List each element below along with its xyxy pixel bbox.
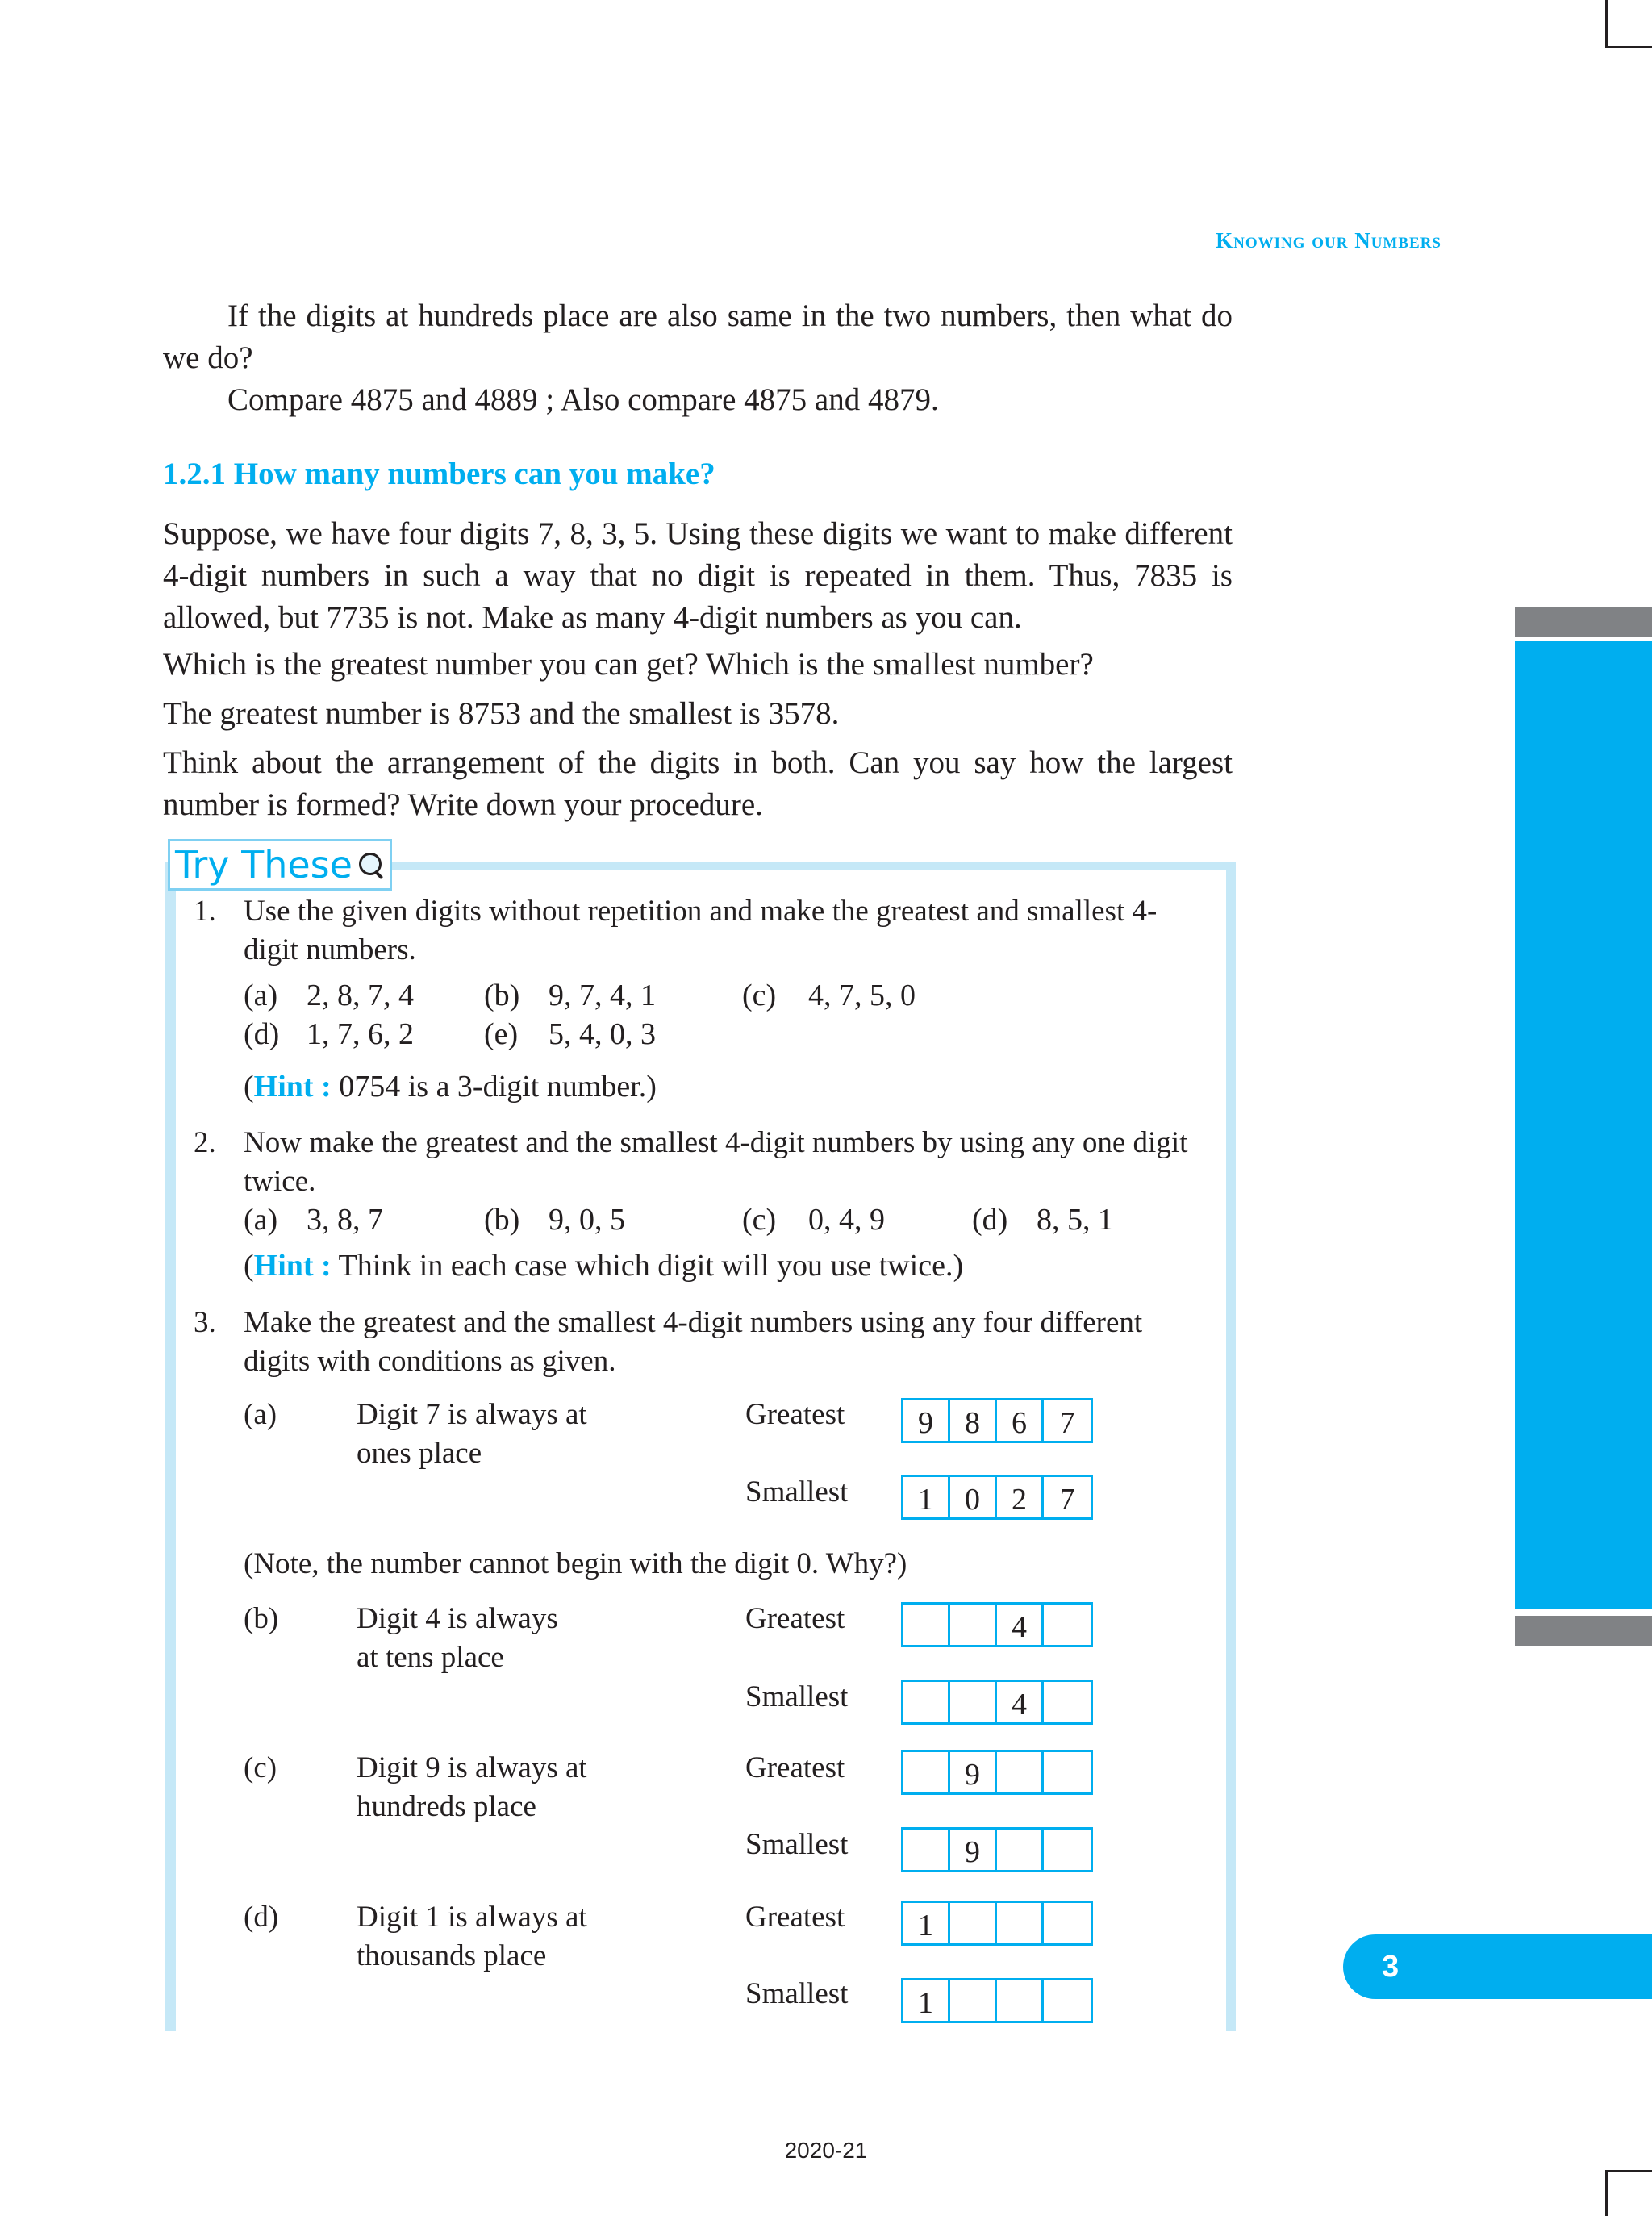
crop-mark-bottom — [1605, 2170, 1652, 2216]
q3-part-b-greatest-label: Greatest — [745, 1602, 845, 1635]
footer-year: 2020-21 — [784, 2138, 868, 2163]
q3-part-b-label: (b) — [244, 1602, 279, 1635]
q3-note: (Note, the number cannot begin with the digit 0. Why?) — [244, 1547, 907, 1580]
q3-part-a-line1: Digit 7 is always at — [357, 1398, 587, 1431]
digit-box — [950, 1605, 997, 1645]
digit-box — [997, 1830, 1044, 1870]
q3-part-d-line2: thousands place — [357, 1939, 547, 1972]
q1-hint-text: 0754 is a 3-digit number.) — [331, 1070, 657, 1104]
page-number: 3 — [1343, 1934, 1652, 1999]
q1-option-d-value: 1, 7, 6, 2 — [307, 1017, 414, 1051]
q3-part-c-smallest-boxes — [901, 1827, 1093, 1872]
q2-option-b-label: (b) — [484, 1203, 520, 1237]
running-head: Knowing our Numbers — [1216, 228, 1441, 252]
q1-option-e-value: 5, 4, 0, 3 — [549, 1017, 656, 1051]
q2-text: Now make the greatest and the smallest 4-digit numbers by using any one digit twice. — [244, 1126, 1188, 1198]
q1-hint-label: Hint : — [253, 1070, 332, 1104]
try-these-title: Try These — [175, 843, 353, 887]
digit-box — [950, 1682, 997, 1722]
q3-part-a-greatest-boxes — [901, 1398, 1093, 1443]
q3-part-d-smallest-boxes — [901, 1978, 1093, 2023]
q3-part-c-line2: hundreds place — [357, 1790, 536, 1823]
q3-text: Make the greatest and the smallest 4-digit numbers using any four different digits with conditions as given. — [244, 1306, 1143, 1378]
crop-mark-top — [1605, 0, 1652, 48]
digit-box — [1044, 1830, 1091, 1870]
q3-part-a-line2: ones place — [357, 1437, 482, 1470]
q3-part-a-label: (a) — [244, 1398, 277, 1431]
section-title: 1.2.1 How many numbers can you make? — [163, 457, 715, 491]
q1-number: 1. — [194, 895, 216, 928]
q3-part-c-smallest-label: Smallest — [745, 1828, 849, 1861]
intro-paragraph-1: If the digits at hundreds place are also same in the two numbers, then what do we do? — [163, 298, 1233, 375]
intro-paragraph-2: Compare 4875 and 4889 ; Also compare 4875 and 4879. — [227, 382, 939, 417]
digit-box: 4 — [997, 1605, 1044, 1645]
q1-text: Use the given digits without repetition and make the greatest and smallest 4-digit numbers. — [244, 895, 1158, 966]
digit-box: 2 — [997, 1477, 1044, 1517]
q2-option-c-label: (c) — [742, 1203, 777, 1237]
digit-box — [997, 1903, 1044, 1943]
digit-box — [1044, 1605, 1091, 1645]
q3-part-c-greatest-label: Greatest — [745, 1751, 845, 1784]
q3-part-a-greatest-label: Greatest — [745, 1398, 845, 1431]
digit-box: 9 — [903, 1400, 950, 1441]
q1-option-e-label: (e) — [484, 1017, 519, 1051]
q1-hint: (Hint : 0754 is a 3-digit number.) — [244, 1070, 657, 1104]
digit-box: 1 — [903, 1903, 950, 1943]
chapter-tab-top — [1515, 607, 1652, 637]
q2-hint-label: Hint : — [253, 1249, 332, 1283]
q1-option-a-value: 2, 8, 7, 4 — [307, 979, 414, 1012]
digit-box: 1 — [903, 1980, 950, 2021]
q2-hint: (Hint : Think in each case which digit will you use twice.) — [244, 1249, 964, 1283]
q2-option-a-label: (a) — [244, 1203, 278, 1237]
q3-number: 3. — [194, 1306, 216, 1339]
digit-box: 7 — [1059, 1483, 1075, 1517]
q3-part-a-smallest-label: Smallest — [745, 1475, 849, 1509]
magnifier-icon — [357, 851, 385, 878]
digit-box: 6 — [997, 1400, 1044, 1441]
q3-part-b-line1: Digit 4 is always — [357, 1602, 558, 1635]
q1-option-a-label: (a) — [244, 979, 278, 1012]
q3-part-d-greatest-boxes — [901, 1901, 1093, 1946]
section-paragraph-3: The greatest number is 8753 and the smallest is 3578. — [163, 696, 840, 731]
q1-option-c-label: (c) — [742, 979, 777, 1012]
q3-part-d-greatest-label: Greatest — [745, 1901, 845, 1934]
q2-hint-text: Think in each case which digit will you use twice.) — [331, 1249, 964, 1283]
try-these-heading — [168, 839, 392, 891]
q3-part-a-smallest-boxes — [901, 1475, 1093, 1520]
digit-box — [1044, 1980, 1091, 2021]
section-paragraph-4: Think about the arrangement of the digits in both. Can you say how the largest number is formed? Write down your procedure. — [163, 745, 1233, 822]
digit-box: 9 — [950, 1830, 997, 1870]
q2-option-a-value: 3, 8, 7 — [307, 1203, 383, 1237]
digit-box — [1044, 1903, 1091, 1943]
digit-box — [903, 1605, 950, 1645]
digit-box — [903, 1682, 950, 1722]
q3-part-c-greatest-boxes — [901, 1750, 1093, 1795]
digit-box — [1044, 1752, 1091, 1792]
q3-part-d-smallest-label: Smallest — [745, 1977, 849, 2010]
digit-box — [903, 1752, 950, 1792]
q2-option-d-value: 8, 5, 1 — [1037, 1203, 1113, 1237]
digit-box — [950, 1903, 997, 1943]
q3-part-b-smallest-label: Smallest — [745, 1680, 849, 1713]
q3-part-b-greatest-boxes — [901, 1602, 1093, 1647]
q1-option-d-label: (d) — [244, 1017, 280, 1051]
q3-part-b-smallest-boxes — [901, 1680, 1093, 1725]
chapter-tab-bottom — [1515, 1616, 1652, 1646]
q2-number: 2. — [194, 1126, 216, 1159]
digit-box — [1044, 1682, 1091, 1722]
digit-box: 9 — [950, 1752, 997, 1792]
digit-box — [997, 1752, 1044, 1792]
q3-part-d-label: (d) — [244, 1901, 279, 1934]
digit-box: 7 — [1059, 1406, 1075, 1440]
section-paragraph-2: Which is the greatest number you can get? Which is the smallest number? — [163, 647, 1094, 682]
q2-option-b-value: 9, 0, 5 — [549, 1203, 625, 1237]
digit-box: 0 — [950, 1477, 997, 1517]
q2-option-d-label: (d) — [972, 1203, 1008, 1237]
digit-box: 1 — [903, 1477, 950, 1517]
chapter-tab — [1515, 641, 1652, 1609]
digit-box — [950, 1980, 997, 2021]
digit-box: 4 — [997, 1682, 1044, 1722]
q1-option-b-value: 9, 7, 4, 1 — [549, 979, 656, 1012]
section-paragraph-1: Suppose, we have four digits 7, 8, 3, 5. Using these digits we want to make different 4-digit numbers in such a way that no digit is repeated in them. Thus, 7835 is allowed, but 7735 is not. Make as many 4-digit numbers as you can. — [163, 516, 1233, 635]
digit-box — [997, 1980, 1044, 2021]
q1-option-b-label: (b) — [484, 979, 520, 1012]
q3-part-c-line1: Digit 9 is always at — [357, 1751, 587, 1784]
q2-option-c-value: 0, 4, 9 — [808, 1203, 885, 1237]
q1-option-c-value: 4, 7, 5, 0 — [808, 979, 916, 1012]
q3-part-b-line2: at tens place — [357, 1641, 504, 1674]
digit-box — [903, 1830, 950, 1870]
digit-box: 8 — [950, 1400, 997, 1441]
q3-part-c-label: (c) — [244, 1751, 277, 1784]
q3-part-d-line1: Digit 1 is always at — [357, 1901, 587, 1934]
